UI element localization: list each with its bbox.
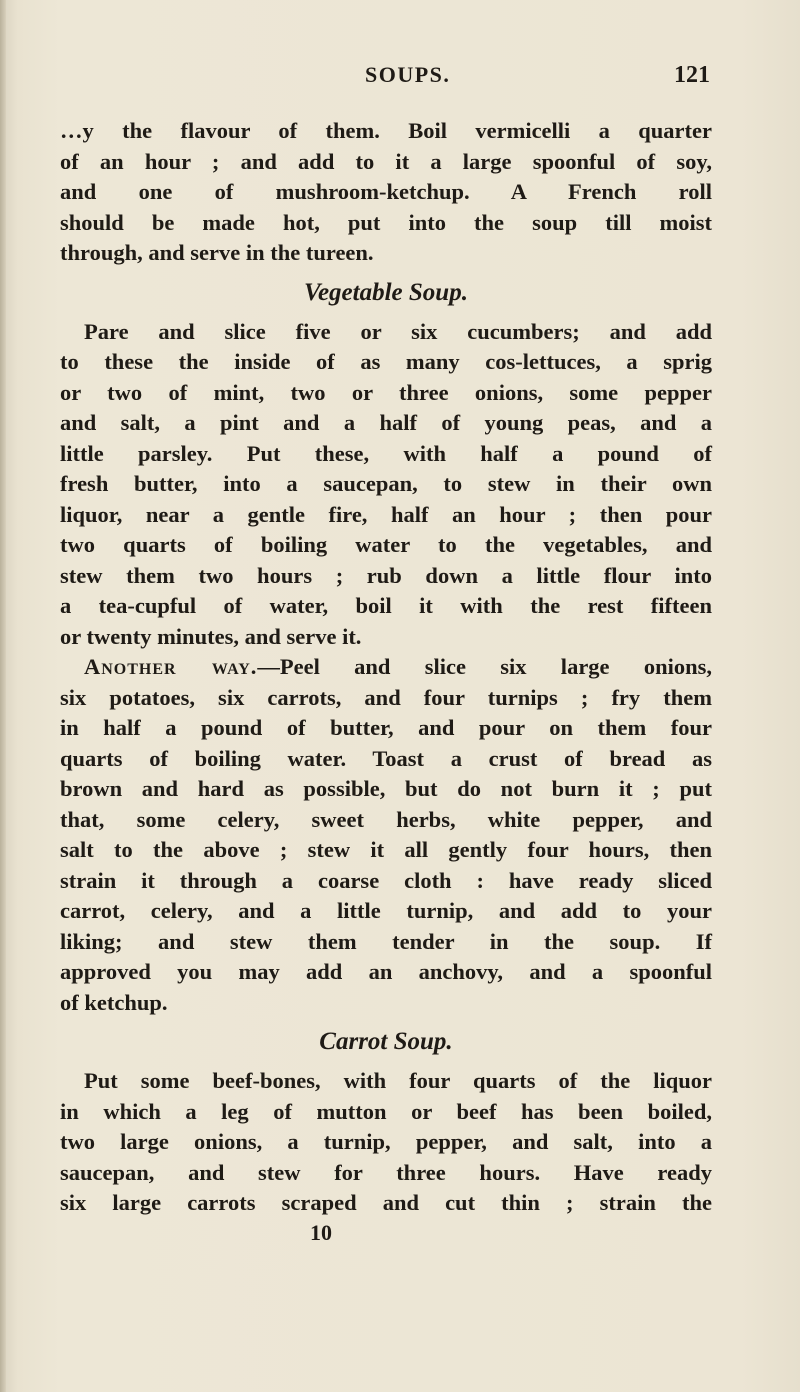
page-header	[60, 62, 710, 102]
running-head: SOUPS.	[365, 62, 451, 87]
text-line: six large carrots scraped and cut thin ; strain the	[60, 1190, 712, 1215]
text-line: salt to the above ; stew it all gently four hours, then	[60, 837, 712, 862]
text-line: should be made hot, put into the soup till moist	[60, 209, 712, 235]
another-way-first-line: —Peel and slice six large onions,	[257, 654, 712, 679]
text-line: liking; and stew them tender in the soup. If	[60, 928, 712, 954]
carrot-soup-paragraph	[60, 1066, 712, 1219]
text-line: brown and hard as possible, but do not burn it ; put	[60, 776, 712, 801]
text-line: liquor, near a gentle fire, half an hour ; then pour	[60, 501, 712, 527]
text-line: a tea-cupful of water, boil it with the rest fifteen	[60, 593, 712, 618]
text-line: little parsley. Put these, with half a pound of	[60, 440, 712, 466]
section-heading-vegetable-soup: Vegetable Soup.	[304, 278, 468, 306]
text-line: and one of mushroom-ketchup. A French roll	[60, 179, 712, 204]
text-line: quarts of boiling water. Toast a crust of bread as	[60, 745, 712, 771]
text-line: two quarts of boiling water to the vegetables, and	[60, 532, 712, 557]
text-line: …y the flavour of them. Boil vermicelli a quarter	[60, 118, 712, 143]
text-line: carrot, celery, and a little turnip, and add to your	[60, 898, 712, 923]
text-line: to these the inside of as many cos-lettuces, a sprig	[60, 349, 712, 374]
text-line: Pare and slice five or six cucumbers; and add	[84, 318, 712, 344]
text-line: Put some beef-bones, with four quarts of the liquor	[84, 1068, 712, 1093]
text-line: or two of mint, two or three onions, some pepper	[60, 379, 712, 405]
text-line	[60, 652, 712, 683]
text-line: and salt, a pint and a half of young peas, and a	[60, 410, 712, 435]
text-line: that, some celery, sweet herbs, white pepper, and	[60, 806, 712, 832]
intro-paragraph	[60, 116, 712, 269]
text-line: stew them two hours ; rub down a little flour into	[60, 562, 712, 588]
text-line: in half a pound of butter, and pour on them four	[60, 715, 712, 740]
text-line: strain it through a coarse cloth : have ready sliced	[60, 867, 712, 893]
text-line: fresh butter, into a saucepan, to stew in their own	[60, 471, 712, 496]
vegetable-soup-paragraph	[60, 317, 712, 653]
text-line: saucepan, and stew for three hours. Have ready	[60, 1159, 712, 1185]
text-line: through, and serve in the tureen.	[60, 240, 374, 265]
text-line: six potatoes, six carrots, and four turnips ; fry them	[60, 684, 712, 710]
text-line: two large onions, a turnip, pepper, and salt, into a	[60, 1129, 712, 1154]
text-line: or twenty minutes, and serve it.	[60, 623, 362, 649]
binding-gutter	[0, 0, 6, 1392]
text-line: of an hour ; and add to it a large spoonful of soy,	[60, 148, 712, 174]
another-way-paragraph	[60, 652, 712, 1018]
text-line: approved you may add an anchovy, and a spoonful	[60, 959, 712, 984]
page-number: 121	[674, 62, 710, 88]
another-way-label: Another way.	[84, 654, 258, 679]
text-line: of ketchup.	[60, 989, 168, 1015]
page-body	[60, 116, 712, 1247]
text-line: in which a leg of mutton or beef has been boiled,	[60, 1098, 712, 1124]
section-heading-carrot-soup: Carrot Soup.	[319, 1028, 453, 1055]
signature-mark: 10	[310, 1219, 332, 1245]
